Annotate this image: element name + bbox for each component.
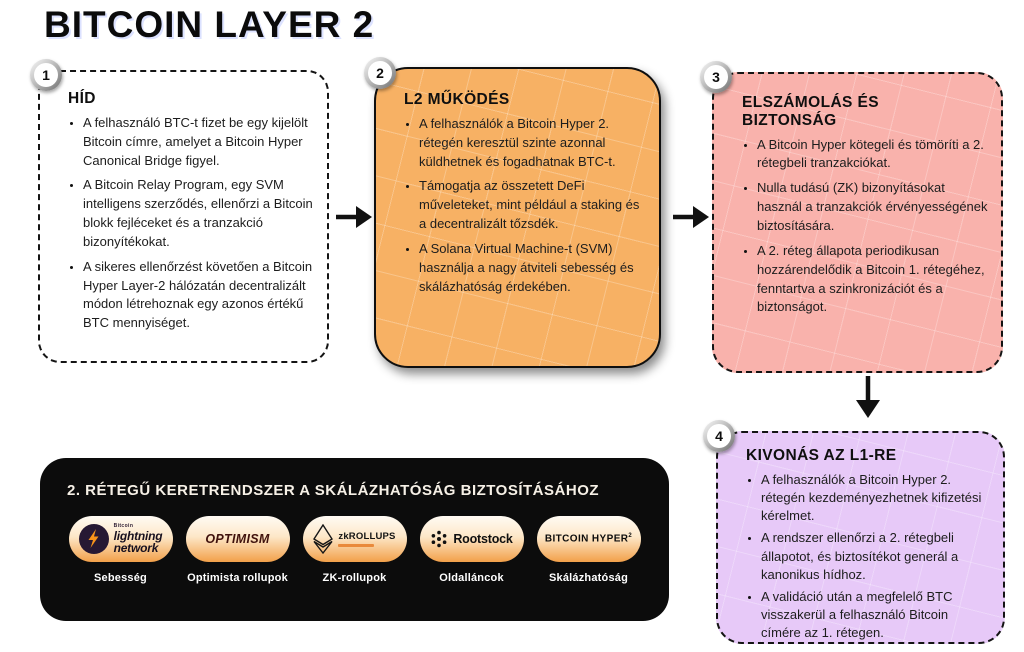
bullet-item: • A validáció után a megfelelő BTC visszakerül a felhasználó Bitcoin címére az 1. rétegen. [761,588,991,643]
framework-item-lightning-network [62,516,179,584]
step-number: 4 [707,424,731,448]
framework-item-optimism [179,516,296,584]
step-bullet-list [746,471,991,643]
step-number: 3 [704,65,728,89]
step-number-badge [700,61,732,93]
badge-label: ZK-rollupok [322,571,387,584]
bullet-item: • A felhasználó BTC-t fizet be egy kijelölt Bitcoin címre, amelyet a Bitcoin Hyper Canonical Bridge figyel. [83,114,315,171]
page-title: BITCOIN LAYER 2 [44,4,375,45]
rootstock-logo [420,516,524,562]
step-number: 2 [368,61,392,85]
badge-label: Oldalláncok [439,571,504,584]
step-card-withdrawal-l1 [716,431,1005,644]
framework-item-bitcoin-hyper [530,516,647,584]
bitcoin-hyper-logo [537,516,641,562]
step-number: 1 [34,63,58,87]
arrow-right-icon [334,202,374,232]
framework-heading: 2. RÉTEGŰ KERETRENDSZER A SKÁLÁZHATÓSÁG BIZTOSÍTÁSÁHOZ [67,482,600,499]
step-card-l2-operation [374,67,661,368]
optimism-logo [186,516,290,562]
step-heading: ELSZÁMOLÁS ÉS BIZTONSÁG [742,94,879,129]
lightning-brand-line1: lightning [113,528,163,543]
bullet-item: • A Bitcoin Relay Program, egy SVM intelligens szerződés, ellenőrzi a Bitcoin blokk fejléceket és a tranzakció bizonyítékokat. [83,176,315,251]
step-number-badge [30,59,62,91]
zk-rollups-subtext-bar [338,544,374,547]
step-bullet-list [68,114,315,333]
lightning-brand-line2: network [113,540,159,555]
lightning-network-wordmark [114,524,163,554]
step-number-badge [703,420,735,452]
framework-item-zk-rollups [296,516,413,584]
step-bullet-list [742,136,989,318]
step-card-settlement-security [712,72,1003,373]
bullet-item: • A 2. réteg állapota periodikusan hozzárendelődik a Bitcoin 1. rétegéhez, fenntartva a szinkronizációt és a biztonságot. [757,242,989,317]
lightning-network-logo [69,516,173,562]
step-heading: KIVONÁS AZ L1-RE [746,447,897,464]
arrow-down-icon [851,374,885,420]
step-card-bridge [38,70,329,363]
rootstock-dots-icon [430,530,448,548]
lightning-brand-top: Bitcoin [113,522,134,529]
badge-label: Sebesség [94,571,147,584]
bullet-item: • Támogatja az összetett DeFi műveleteket, mint például a staking és a decentralizált tőzsdék. [419,177,647,234]
zk-rollups-wordmark: zkROLLUPS [338,531,395,547]
lightning-bolt-icon [79,524,109,554]
bullet-item: • A felhasználók a Bitcoin Hyper 2. rétegén kezdeményezhetnek kifizetési kérelmet. [761,471,991,526]
rootstock-wordmark: Rootstock [453,531,513,546]
step-number-badge [364,57,396,89]
step-bullet-list [404,115,647,297]
bullet-item: • A Bitcoin Hyper kötegeli és tömöríti a 2. rétegbeli tranzakciókat. [757,136,989,174]
zk-rollups-logo [303,516,407,562]
step-heading: HÍD [68,90,96,107]
bullet-item: • A rendszer ellenőrzi a 2. rétegbeli állapotot, és biztosítékot generál a kanonikus hídhoz. [761,529,991,584]
bullet-item: • A sikeres ellenőrzést követően a Bitcoin Hyper Layer-2 hálózatán decentralizált módon létrehoznak egy azonos értékű BTC mennyiséget. [83,258,315,333]
bullet-item: • Nulla tudású (ZK) bizonyításokat használ a tranzakciók érvényességének biztosítására. [757,179,989,236]
step-heading: L2 MŰKÖDÉS [404,91,510,108]
framework-panel [40,458,669,621]
bitcoin-hyper-wordmark: BITCOIN HYPER$^2$ [544,533,633,545]
arrow-right-icon [671,202,711,232]
framework-badges-row [40,501,669,584]
bullet-item: • A Solana Virtual Machine-t (SVM) használja a nagy átviteli sebesség és skálázhatóság érdekében. [419,240,647,297]
optimism-wordmark: OPTIMISM [205,531,270,546]
badge-label: Skálázhatóság [548,571,629,584]
framework-item-rootstock [413,516,530,584]
bullet-item: • A felhasználók a Bitcoin Hyper 2. rétegén keresztül szinte azonnal küldhetnek és fogadhatnak BTC-t. [419,115,647,172]
ethereum-diamond-icon [313,524,333,554]
badge-label: Optimista rollupok [187,571,288,584]
